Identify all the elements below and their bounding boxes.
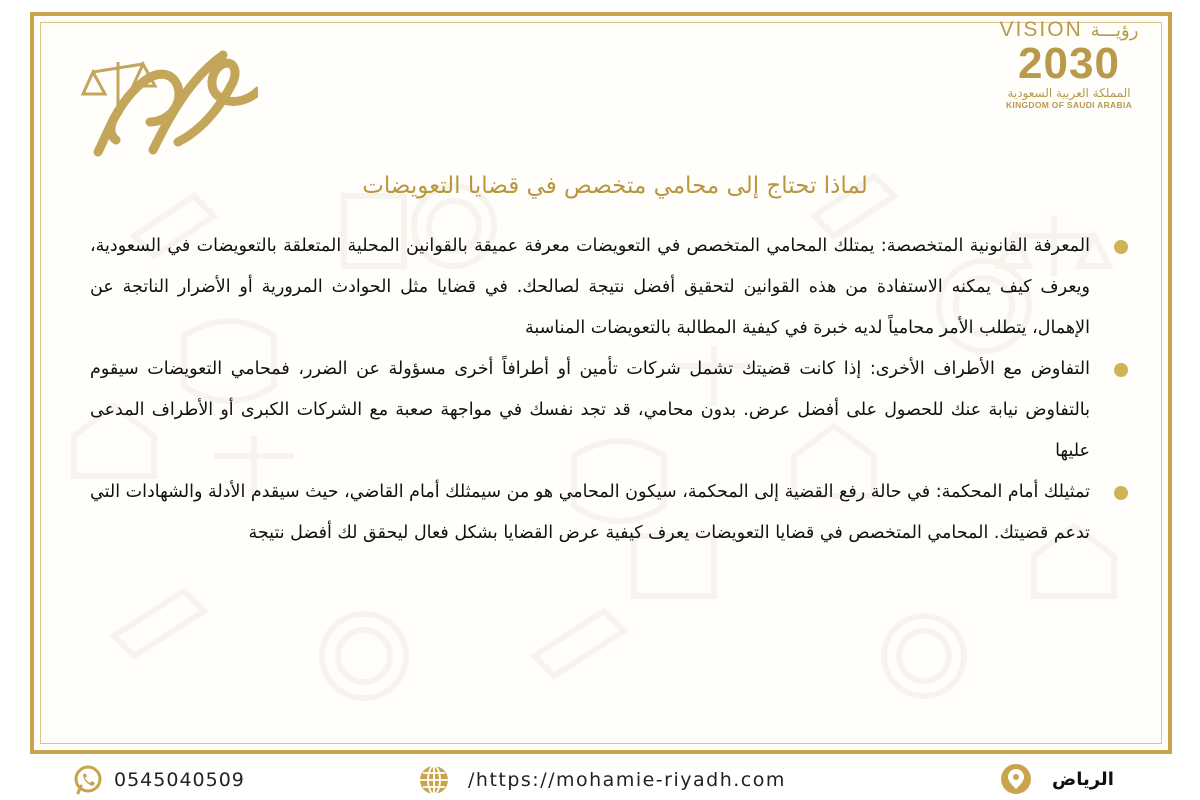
article-title: لماذا تحتاج إلى محامي متخصص في قضايا التعويضات	[362, 173, 868, 200]
paragraph-text: التفاوض مع الأطراف الأخرى: إذا كانت قضيتك تشمل شركات تأمين أو أطرافاً أخرى مسؤولة عن الضرر، فمحامي التعويضات سيقوم بالتفاوض نيابة عنك للحصول على أفضل عرض. بدون محامي، قد تجد نفسك في مواجهة صعبة مع الشركات الكبرى أو الأطراف المدعى عليها	[90, 359, 1090, 461]
contact-footer	[0, 756, 1200, 800]
vision-arabic-word: رؤيـــة	[1090, 20, 1139, 41]
paragraph-specialized-knowledge	[90, 226, 1090, 349]
vision-2030-logo	[984, 18, 1154, 128]
phone-contact[interactable]	[72, 764, 245, 796]
article-body	[90, 226, 1090, 554]
paragraph-text: تمثيلك أمام المحكمة: في حالة رفع القضية إلى المحكمة، سيكون المحامي هو من سيمثلك أمام القاضي، حيث سيقدم الأدلة والشهادات التي تدعم قضيتك. المحامي المتخصص في قضايا التعويضات يعرف كيفية عرض القضايا بشكل فعال ليحقق لك أفضل نتيجة	[90, 482, 1090, 543]
location-contact	[1000, 763, 1114, 795]
globe-icon	[418, 764, 450, 796]
city-name: الرياض	[1052, 768, 1114, 790]
kingdom-english-name: KINGDOM OF SAUDI ARABIA	[1005, 100, 1133, 110]
vision-word: VISION	[999, 18, 1083, 41]
paragraph-court-representation	[90, 472, 1090, 554]
website-contact[interactable]	[418, 764, 786, 796]
paragraph-text: المعرفة القانونية المتخصصة: يمتلك المحامي المتخصص في التعويضات معرفة عميقة بالقوانين المحلية المتعلقة بالتعويضات في السعودية، ويعرف كيف يمكنه الاستفادة من هذه القوانين لتحقيق أفضل نتيجة لصالحك. في قضايا مثل الحوادث المرورية أو الأضرار الناتجة عن الإهمال، يتطلب الأمر محامياً لديه خبرة في كيفية المطالبة بالتعويضات المناسبة	[90, 236, 1090, 338]
bullet-dot	[1114, 363, 1128, 377]
paragraph-negotiation	[90, 349, 1090, 472]
location-pin-icon	[1000, 763, 1032, 795]
kingdom-arabic-name: المملكة العربية السعودية	[1007, 86, 1131, 100]
whatsapp-icon	[72, 764, 104, 796]
calligraphy-scales-logo	[58, 22, 258, 172]
website-url[interactable]: /https://mohamie-riyadh.com	[468, 769, 786, 791]
bullet-dot	[1114, 240, 1128, 254]
bullet-dot	[1114, 486, 1128, 500]
vision-year: 2030	[1018, 39, 1120, 88]
phone-number[interactable]: 0545040509	[114, 769, 245, 791]
